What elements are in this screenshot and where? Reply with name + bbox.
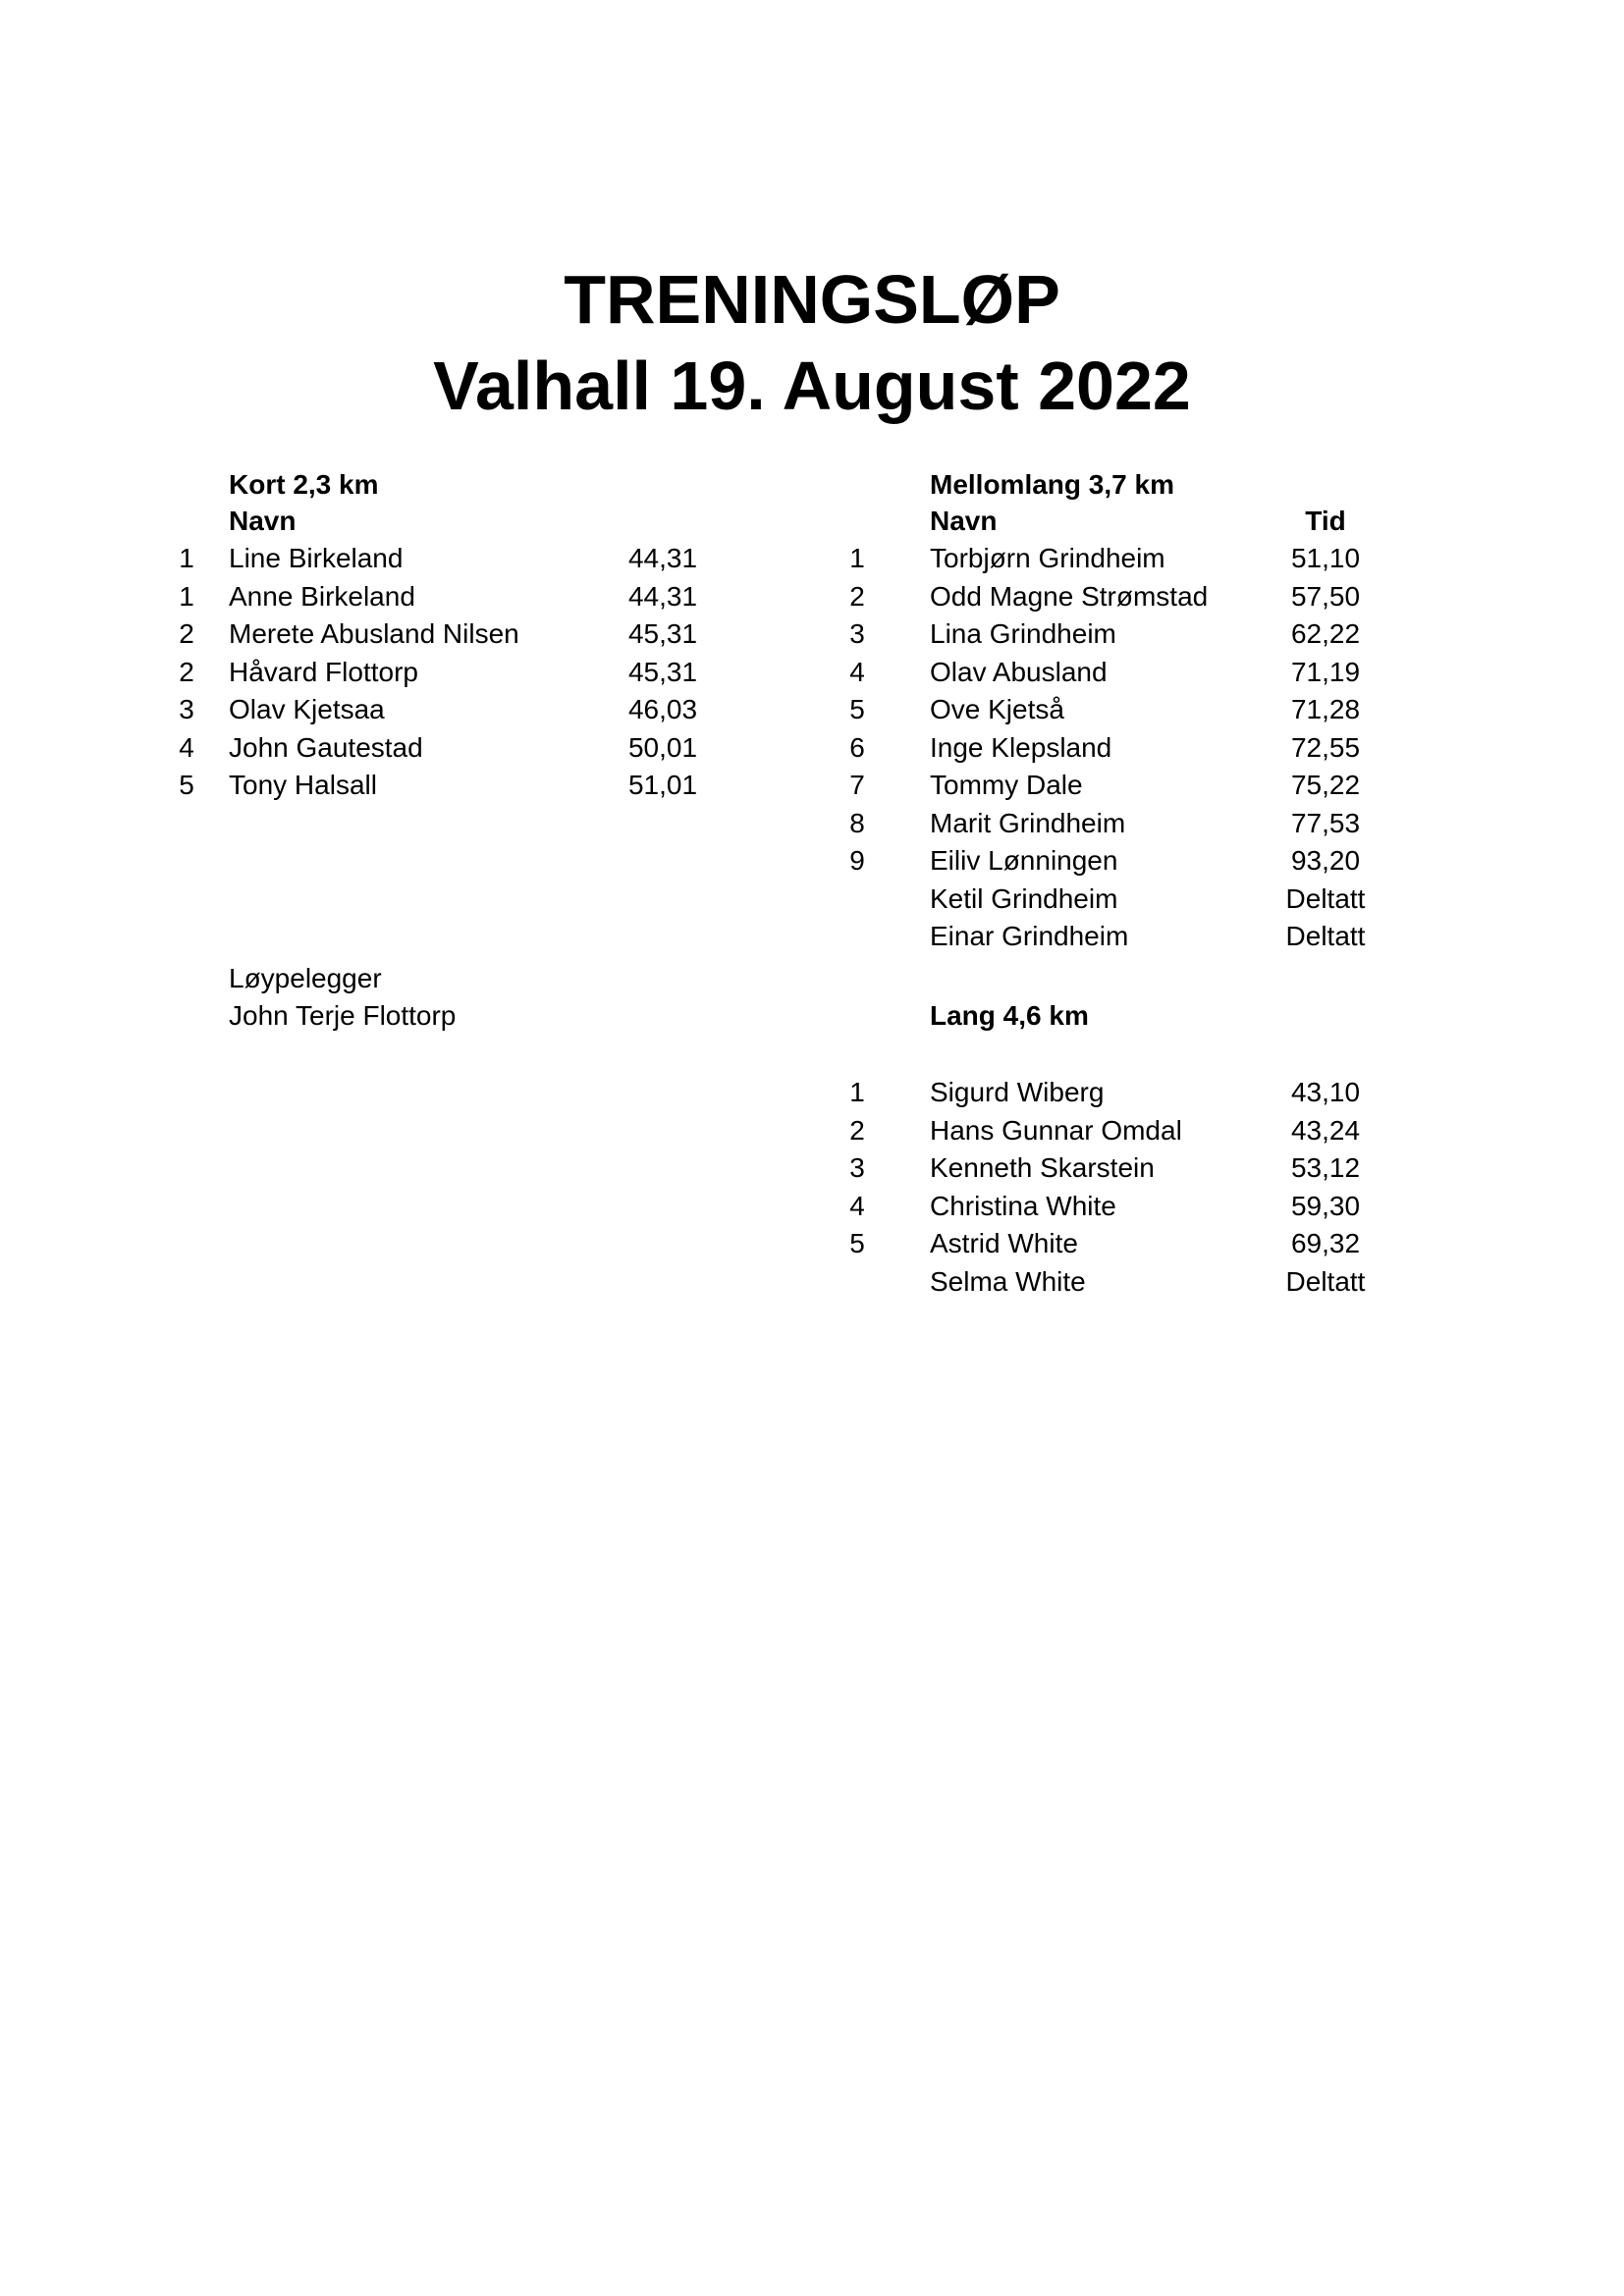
- result-rank: 8: [849, 807, 865, 838]
- result-rank: 1: [849, 543, 865, 573]
- result-time: 45,31: [627, 656, 698, 687]
- result-name: Christina White: [930, 1190, 1116, 1221]
- result-name: Ove Kjetså: [930, 694, 1064, 724]
- result-rank: 5: [849, 1228, 865, 1258]
- course-setter-name: John Terje Flottorp: [229, 1000, 457, 1031]
- kort-heading: Kort 2,3 km: [229, 469, 379, 500]
- result-name: Marit Grindheim: [930, 807, 1126, 838]
- result-time: 77,53: [1290, 807, 1361, 838]
- page-subtitle: Valhall 19. August 2022: [433, 347, 1191, 424]
- result-rank: 1: [849, 1077, 865, 1107]
- result-time: 44,31: [627, 580, 698, 612]
- result-rank: 3: [849, 1152, 865, 1183]
- result-time: 43,10: [1290, 1077, 1361, 1107]
- result-name: Line Birkeland: [229, 543, 404, 573]
- result-name: Eiliv Lønningen: [930, 845, 1118, 876]
- result-name: Tony Halsall: [229, 770, 377, 800]
- result-time: 53,12: [1290, 1152, 1361, 1183]
- result-name: Odd Magne Strømstad: [930, 580, 1209, 612]
- result-time: 59,30: [1290, 1190, 1361, 1221]
- result-rank: 7: [849, 770, 865, 800]
- result-name: Einar Grindheim: [930, 921, 1129, 951]
- course-setter-label: Løypelegger: [229, 963, 382, 993]
- mellomlang-name-header: Navn: [930, 506, 998, 536]
- result-name: Merete Abusland Nilsen: [229, 618, 519, 649]
- result-name: Hans Gunnar Omdal: [930, 1114, 1182, 1146]
- result-time: 57,50: [1290, 580, 1361, 612]
- result-rank: 4: [179, 731, 194, 763]
- result-name: Lina Grindheim: [930, 618, 1116, 649]
- result-rank: 2: [179, 618, 194, 649]
- result-time: 43,24: [1290, 1114, 1361, 1146]
- result-time: 51,01: [627, 770, 698, 800]
- result-time: 62,22: [1290, 618, 1361, 649]
- result-rank: 3: [849, 618, 865, 649]
- result-rank: 5: [179, 770, 194, 800]
- result-rank: 6: [849, 731, 865, 763]
- kort-name-header: Navn: [229, 506, 297, 536]
- result-rank: 2: [849, 580, 865, 612]
- result-name: Anne Birkeland: [229, 580, 415, 612]
- result-rank: 2: [849, 1114, 865, 1146]
- result-name: Olav Kjetsaa: [229, 694, 385, 724]
- result-rank: 9: [849, 845, 865, 876]
- result-rank: 4: [849, 1190, 865, 1221]
- result-name: Astrid White: [930, 1228, 1078, 1258]
- result-name: Sigurd Wiberg: [930, 1077, 1105, 1107]
- result-time: Deltatt: [1285, 1265, 1366, 1297]
- result-name: Håvard Flottorp: [229, 656, 418, 687]
- mellomlang-time-header: Tid: [1305, 506, 1346, 536]
- result-time: 45,31: [627, 618, 698, 649]
- result-name: Kenneth Skarstein: [930, 1152, 1155, 1183]
- result-name: Tommy Dale: [930, 770, 1083, 800]
- result-rank: 1: [179, 580, 194, 612]
- result-time: 71,19: [1290, 656, 1361, 687]
- result-time: 46,03: [627, 694, 698, 724]
- result-time: 51,10: [1290, 543, 1361, 573]
- result-rank: 5: [849, 694, 865, 724]
- result-name: Ketil Grindheim: [930, 882, 1118, 914]
- result-time: Deltatt: [1285, 921, 1366, 951]
- result-time: Deltatt: [1285, 882, 1366, 914]
- result-time: 72,55: [1290, 731, 1361, 763]
- result-time: 44,31: [627, 543, 698, 573]
- result-rank: 2: [179, 656, 194, 687]
- result-time: 50,01: [627, 731, 698, 763]
- result-rank: 1: [179, 543, 194, 573]
- lang-heading: Lang 4,6 km: [930, 1000, 1089, 1031]
- result-rank: 4: [849, 656, 865, 687]
- result-name: Olav Abusland: [930, 656, 1108, 687]
- result-name: Torbjørn Grindheim: [930, 543, 1165, 573]
- mellomlang-heading: Mellomlang 3,7 km: [930, 469, 1174, 500]
- page-title: TRENINGSLØP: [564, 261, 1060, 338]
- result-time: 75,22: [1290, 770, 1361, 800]
- result-time: 93,20: [1290, 845, 1361, 876]
- result-name: John Gautestad: [229, 731, 423, 763]
- result-rank: 3: [179, 694, 194, 724]
- result-name: Selma White: [930, 1265, 1086, 1297]
- result-name: Inge Klepsland: [930, 731, 1112, 763]
- result-time: 71,28: [1290, 694, 1361, 724]
- result-time: 69,32: [1290, 1228, 1361, 1258]
